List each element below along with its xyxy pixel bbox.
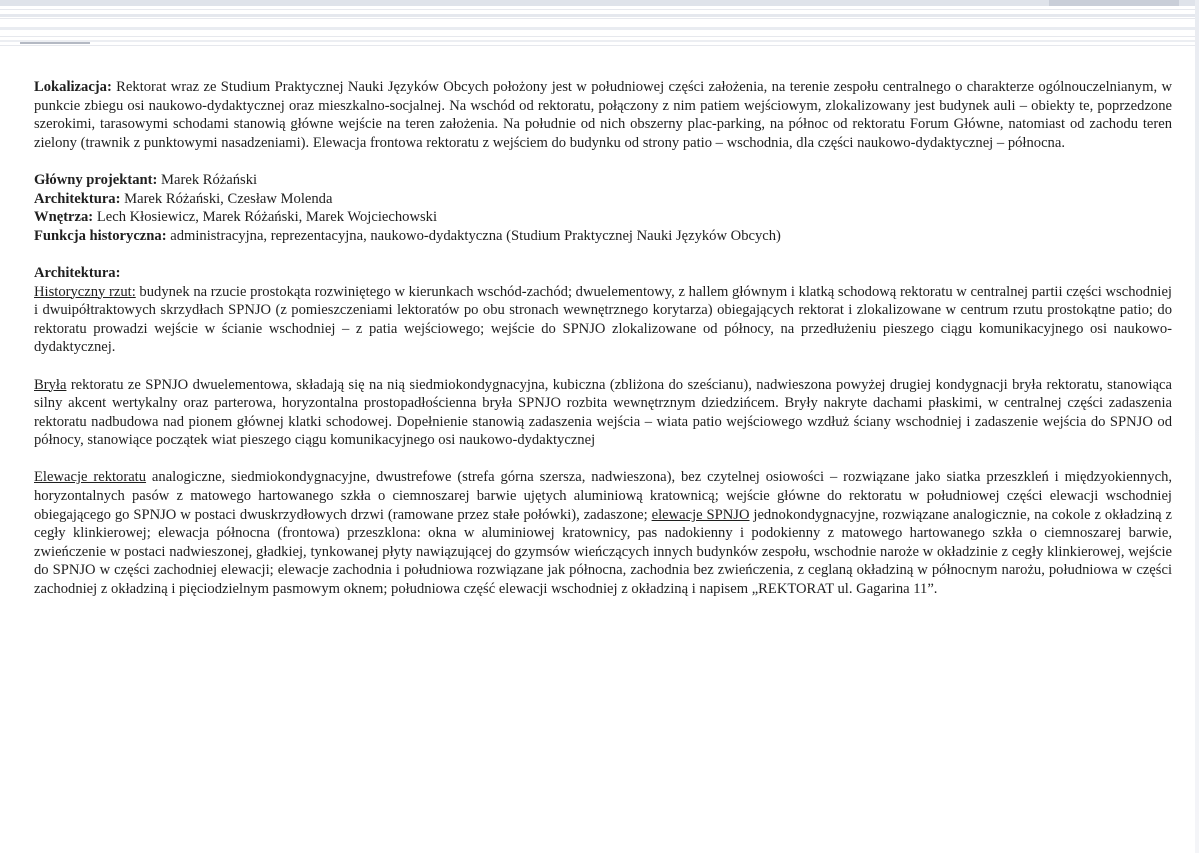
scan-line xyxy=(0,27,1199,30)
credit-line xyxy=(34,171,1172,190)
credit-label: Wnętrza: xyxy=(34,209,94,226)
credit-label: Funkcja historyczna: xyxy=(34,227,167,244)
credit-value: Marek Różański xyxy=(157,171,258,188)
credit-value: administracyjna, reprezentacyjna, naukowo-dydaktyczna (Studium Praktycznej Nauki Języków Obcych) xyxy=(166,227,781,244)
credit-label: Główny projektant: xyxy=(34,171,158,188)
credit-line xyxy=(34,190,1172,209)
credits-block xyxy=(34,171,1172,245)
document-body xyxy=(34,78,1172,617)
lokalizacja-text: Rektorat wraz ze Studium Praktycznej Nauki Języków Obcych położony jest w południowej części założenia, na terenie zespołu centralnego o charakterze ogólnouczelnianym, w punkcie zbiegu osi naukowo-dydaktycznej oraz mieszkalno-socjalnej. Na wschód od rektoratu, połączony z nim patiem wejściowym, zlokalizowany jest budynek auli – obiekty te, poprzedzone szerokimi, tarasowymi schodami stanowią główne wejście na teren założenia. Na południe od nich obszerny plac-parking, na północ od rektoratu Forum Główne, natomiast od zachodu teren zielony (trawnik z punktowymi nasadzeniami). Elewacja frontowa rektoratu z wejściem do budynku od strony patio – wschodnia, dla części naukowo-dydaktycznej – północna. xyxy=(34,79,1172,151)
scan-line xyxy=(0,0,1199,6)
scan-line xyxy=(0,40,1199,42)
elewacje-label: Elewacje rektoratu xyxy=(34,469,147,486)
architektura-heading: Architektura: xyxy=(34,264,121,281)
bryla-label: Bryła xyxy=(34,376,67,393)
scan-mark xyxy=(20,42,90,44)
scan-edge xyxy=(1195,0,1199,853)
credit-value: Marek Różański, Czesław Molenda xyxy=(120,190,333,207)
lokalizacja-label: Lokalizacja: xyxy=(34,79,112,95)
lokalizacja-paragraph xyxy=(34,78,1172,152)
bryla-text: rektoratu ze SPNJO dwuelementowa, składają się na nią siedmiokondygnacyjna, kubiczna (zbliżona do sześcianu), nadwieszona powyżej drugiej kondygnacji bryła rektoratu, stanowiąca silny akcent wertykalny oraz parterowa, horyzontalna prostopadłościenna bryła SPNJO rozbita wewnętrznym dziedzińcem. Bryły nakryte dachami płaskimi, w centralnej części zadaszenia rektoratu nadbudowa nad pionem głównej klatki schodowej. Dopełnienie stanowią zadaszenia wejścia – wiata patio wejściowego wzdłuż ściany wschodniej i zadaszenie wejścia do SPNJO od północy, stanowiące początek wiat pieszego ciągu komunikacyjnego osi naukowo-dydaktycznej xyxy=(34,376,1172,449)
scan-header-artifact xyxy=(0,0,1199,48)
scan-line xyxy=(0,14,1199,17)
scan-mark xyxy=(1049,0,1179,6)
elewacje-spnjo-text: jednokondygnacyjne, rozwiązane analogicznie, na cokole z okładziną z cegły klinkierowej; elewacja północna (frontowa) przeszklona: okna w aluminiowej kratownicy, pas nadokienny i podokienny z matowego hartowanego szkła o ciemnoszarej barwie, zwieńczenie w postaci nadwieszonej, gładkiej, tynkowanej płyty nawiązującej do gzymsów wieńczących innych budynków zespołu, wschodnie naroże w okładzinie z cegły klinkierowej, wejście do SPNJO w części zachodniej elewacji; elewacje zachodnia i południowa rozwiązane jak północna, zachodnia bez zwieńczenia, z ceglaną okładziną w północnym narożu, południowa w części zachodniej z okładziną i pięciodzielnym pasmowym oknem; południowa część elewacji wschodniej z okładziną i napisem „REKTORAT ul. Gagarina 11”. xyxy=(34,506,1172,598)
credit-line xyxy=(34,227,1172,246)
elewacje-spnjo-label: elewacje SPNJO xyxy=(651,506,750,523)
architektura-paragraph xyxy=(34,264,1172,357)
credit-line xyxy=(34,208,1172,227)
credit-label: Architektura: xyxy=(34,190,121,207)
bryla-paragraph xyxy=(34,376,1172,450)
rzut-label: Historyczny rzut: xyxy=(34,283,136,300)
elewacje-paragraph xyxy=(34,468,1172,598)
rzut-text: budynek na rzucie prostokąta rozwiniętego w kierunkach wschód-zachód; dwuelementowy, z hallem głównym i klatką schodową rektoratu w centralnej partii części wschodniej i dwuipółtraktowych skrzydłach SPNJO (z pomieszczeniami lektoratów po obu stronach wewnętrznego korytarza) obiegających rektorat i zlokalizowane w centrum rzutu prostokątne patio; do rektoratu prowadzi wejście w ścianie wschodniej – z patia wejściowego; wejście do SPNJO zlokalizowane od północy, na przedłużeniu pieszego ciągu komunikacyjnego osi naukowo-dydaktycznej. xyxy=(34,283,1172,356)
credit-value: Lech Kłosiewicz, Marek Różański, Marek Wojciechowski xyxy=(93,209,438,226)
elewacje-text: analogiczne, siedmiokondygnacyjne, dwustrefowe (strefa górna szersza, nadwieszona), bez czytelnej osiowości – rozwiązane jako siatka przeszkleń i międzyokiennych, horyzontalnych pasów z matowego hartowanego szkła o ciemnoszarej barwie ujętych aluminiową kratownicą; wejście główne do rektoratu w południowej części elewacji wschodniej obiegającego go SPNJO w postaci dwuskrzydłowych drzwi (ramowane przez stałe połówki), zadaszone; xyxy=(34,469,1173,523)
